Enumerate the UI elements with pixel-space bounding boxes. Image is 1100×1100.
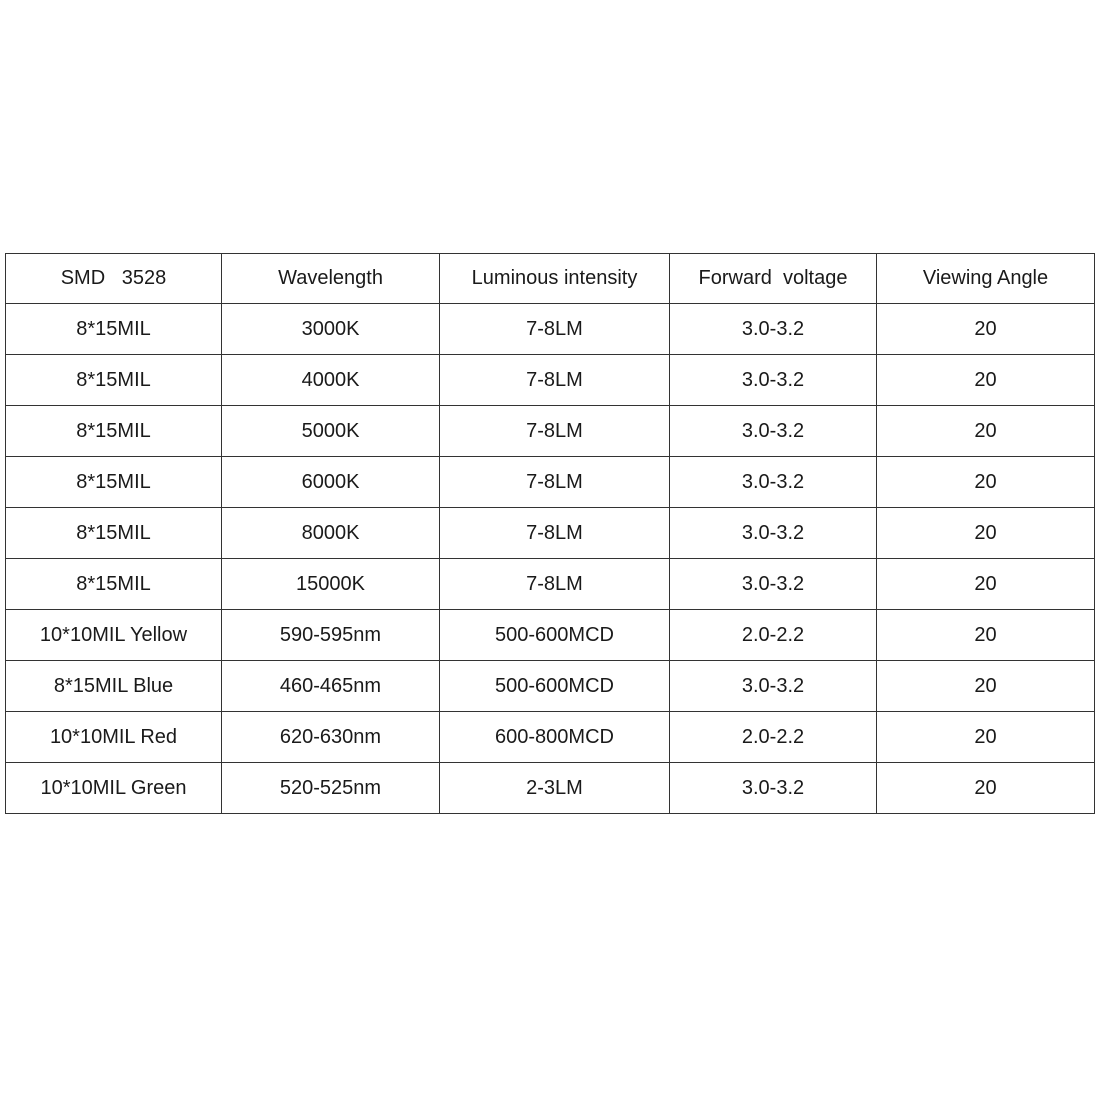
- cell-model: 8*15MIL: [6, 304, 222, 355]
- header-row: [6, 254, 1095, 304]
- cell-model: 8*15MIL: [6, 355, 222, 406]
- cell-wavelength: 590-595nm: [222, 610, 440, 661]
- cell-viewing-angle: 20: [877, 661, 1095, 712]
- cell-wavelength: 3000K: [222, 304, 440, 355]
- header-forward-voltage: Forward voltage: [670, 254, 877, 304]
- cell-viewing-angle: 20: [877, 457, 1095, 508]
- cell-forward-voltage: 2.0-2.2: [670, 610, 877, 661]
- cell-luminous-intensity: 7-8LM: [440, 559, 670, 610]
- table-row: [6, 610, 1095, 661]
- table-body: [6, 304, 1095, 814]
- cell-luminous-intensity: 2-3LM: [440, 763, 670, 814]
- cell-viewing-angle: 20: [877, 763, 1095, 814]
- cell-model: 8*15MIL: [6, 406, 222, 457]
- cell-luminous-intensity: 500-600MCD: [440, 661, 670, 712]
- table-row: [6, 559, 1095, 610]
- table-row: [6, 763, 1095, 814]
- cell-luminous-intensity: 7-8LM: [440, 355, 670, 406]
- header-viewing-angle: Viewing Angle: [877, 254, 1095, 304]
- cell-wavelength: 460-465nm: [222, 661, 440, 712]
- cell-viewing-angle: 20: [877, 304, 1095, 355]
- cell-forward-voltage: 2.0-2.2: [670, 712, 877, 763]
- cell-model: 8*15MIL: [6, 508, 222, 559]
- cell-forward-voltage: 3.0-3.2: [670, 508, 877, 559]
- cell-model: 8*15MIL: [6, 457, 222, 508]
- cell-wavelength: 5000K: [222, 406, 440, 457]
- cell-luminous-intensity: 600-800MCD: [440, 712, 670, 763]
- cell-luminous-intensity: 7-8LM: [440, 406, 670, 457]
- table-row: [6, 661, 1095, 712]
- cell-forward-voltage: 3.0-3.2: [670, 304, 877, 355]
- header-wavelength: Wavelength: [222, 254, 440, 304]
- led-spec-table: [5, 253, 1095, 814]
- cell-forward-voltage: 3.0-3.2: [670, 406, 877, 457]
- cell-viewing-angle: 20: [877, 508, 1095, 559]
- cell-wavelength: 6000K: [222, 457, 440, 508]
- table-header: [6, 254, 1095, 304]
- cell-forward-voltage: 3.0-3.2: [670, 763, 877, 814]
- cell-model: 10*10MIL Yellow: [6, 610, 222, 661]
- cell-model: 8*15MIL: [6, 559, 222, 610]
- cell-wavelength: 15000K: [222, 559, 440, 610]
- cell-wavelength: 8000K: [222, 508, 440, 559]
- cell-viewing-angle: 20: [877, 610, 1095, 661]
- table-row: [6, 355, 1095, 406]
- cell-model: 10*10MIL Green: [6, 763, 222, 814]
- cell-model: 8*15MIL Blue: [6, 661, 222, 712]
- cell-viewing-angle: 20: [877, 559, 1095, 610]
- cell-viewing-angle: 20: [877, 355, 1095, 406]
- header-luminous-intensity: Luminous intensity: [440, 254, 670, 304]
- table-row: [6, 304, 1095, 355]
- cell-luminous-intensity: 7-8LM: [440, 508, 670, 559]
- cell-viewing-angle: 20: [877, 712, 1095, 763]
- table-row: [6, 406, 1095, 457]
- cell-wavelength: 620-630nm: [222, 712, 440, 763]
- header-model: SMD 3528: [6, 254, 222, 304]
- cell-model: 10*10MIL Red: [6, 712, 222, 763]
- cell-forward-voltage: 3.0-3.2: [670, 355, 877, 406]
- cell-viewing-angle: 20: [877, 406, 1095, 457]
- table-row: [6, 712, 1095, 763]
- cell-luminous-intensity: 7-8LM: [440, 304, 670, 355]
- cell-wavelength: 4000K: [222, 355, 440, 406]
- table-row: [6, 457, 1095, 508]
- cell-luminous-intensity: 7-8LM: [440, 457, 670, 508]
- cell-luminous-intensity: 500-600MCD: [440, 610, 670, 661]
- cell-forward-voltage: 3.0-3.2: [670, 457, 877, 508]
- cell-forward-voltage: 3.0-3.2: [670, 559, 877, 610]
- cell-forward-voltage: 3.0-3.2: [670, 661, 877, 712]
- table-row: [6, 508, 1095, 559]
- cell-wavelength: 520-525nm: [222, 763, 440, 814]
